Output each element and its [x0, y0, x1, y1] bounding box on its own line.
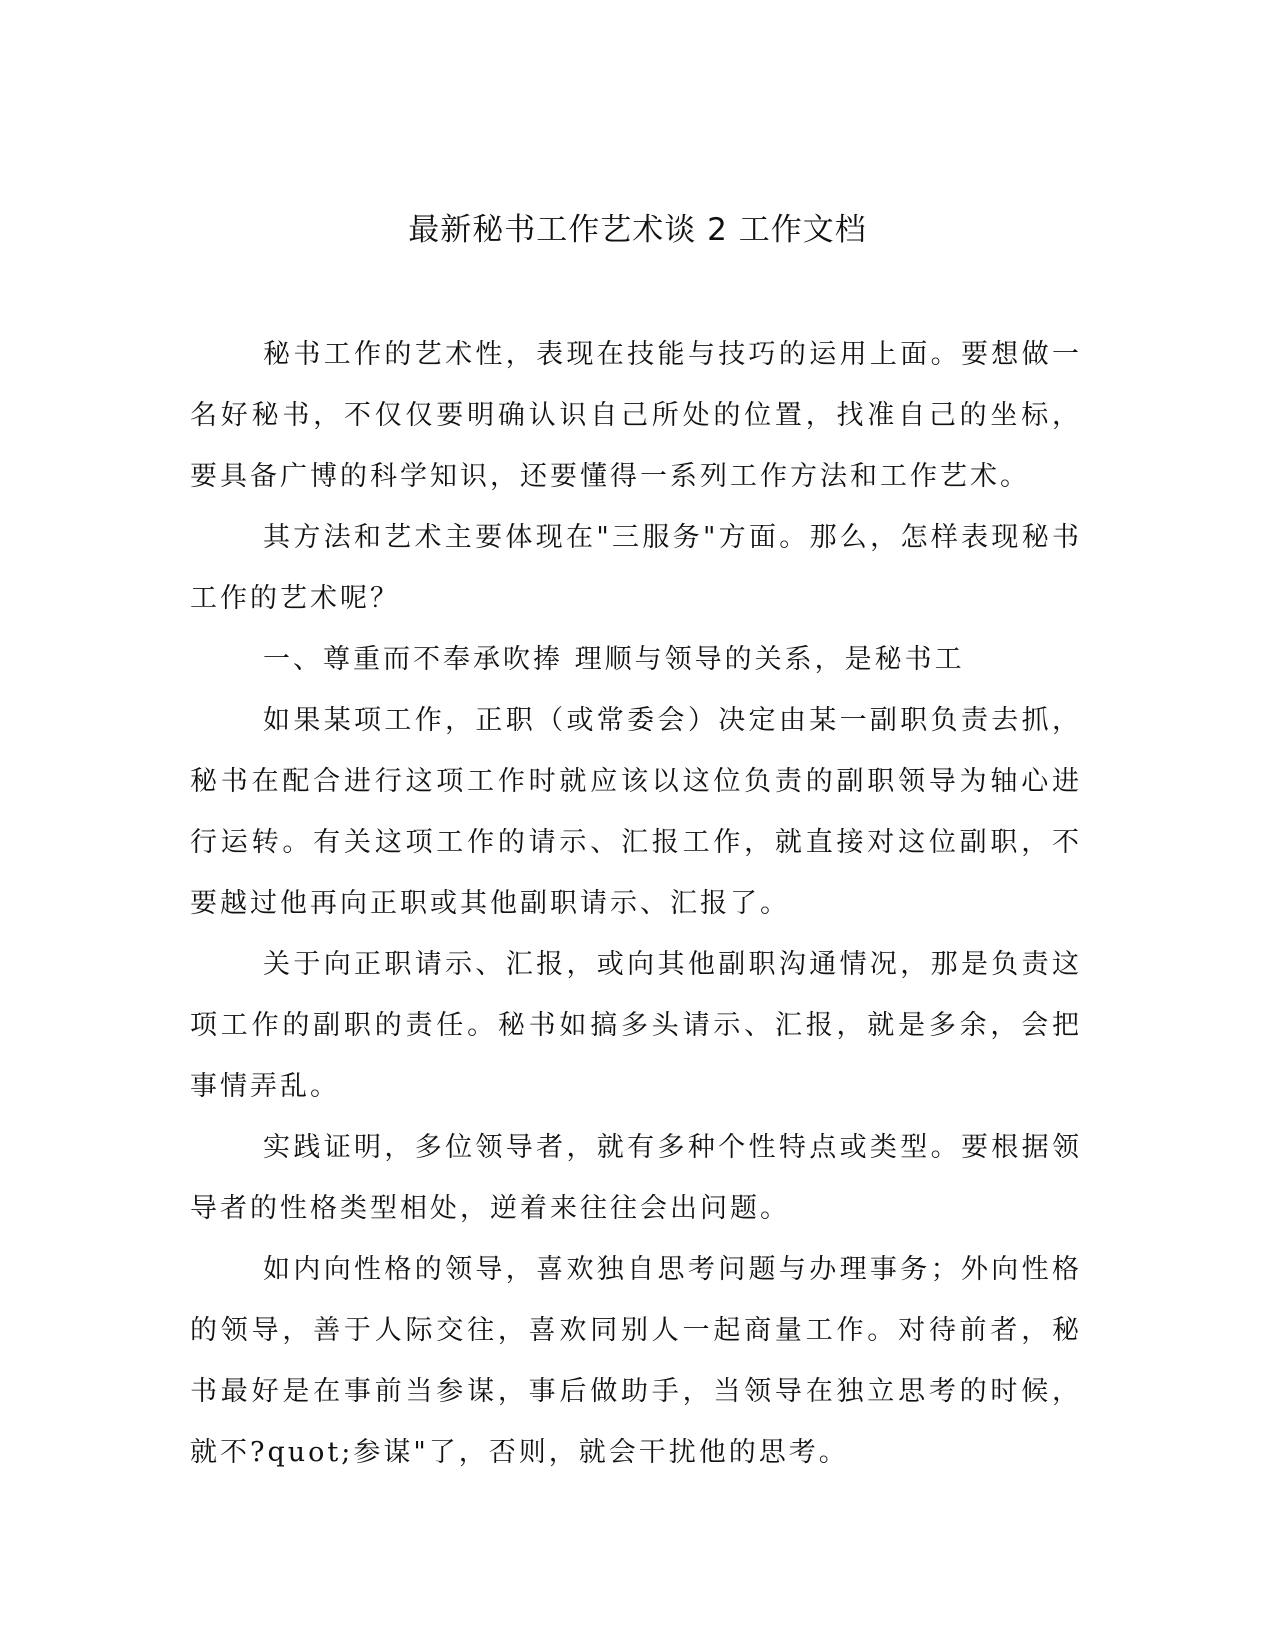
paragraph-1: 秘书工作的艺术性，表现在技能与技巧的运用上面。要想做一名好秘书，不仅仅要明确认识自己所处的位置，找准自己的坐标，要具备广博的科学知识，还要懂得一系列工作方法和工作艺术。	[190, 339, 1082, 492]
paragraph-3: 如果某项工作，正职（或常委会）决定由某一副职负责去抓，秘书在配合进行这项工作时就应该以这位负责的副职领导为轴心进行运转。有关这项工作的请示、汇报工作，就直接对这位副职，不要越过他再向正职或其他副职请示、汇报了。	[190, 705, 1082, 919]
document-title: 最新秘书工作艺术谈 2 工作文档	[408, 212, 867, 248]
paragraph-6: 如内向性格的领导，喜欢独自思考问题与办理事务；外向性格的领导，善于人际交往，喜欢同别人一起商量工作。对待前者，秘书最好是在事前当参谋，事后做助手，当领导在独立思考的时候，就不?quot;参谋"了，否则，就会干扰他的思考。	[190, 1254, 1082, 1468]
paragraph-2: 其方法和艺术主要体现在"三服务"方面。那么，怎样表现秘书工作的艺术呢？	[190, 522, 1082, 614]
section-heading-1: 一、尊重而不奉承吹捧 理顺与领导的关系，是秘书工	[263, 644, 965, 675]
paragraph-5: 实践证明，多位领导者，就有多种个性特点或类型。要根据领导者的性格类型相处，逆着来往往会出问题。	[190, 1132, 1082, 1224]
paragraph-4: 关于向正职请示、汇报，或向其他副职沟通情况，那是负责这项工作的副职的责任。秘书如搞多头请示、汇报，就是多余，会把事情弄乱。	[190, 949, 1082, 1102]
document-body	[190, 324, 1082, 1483]
